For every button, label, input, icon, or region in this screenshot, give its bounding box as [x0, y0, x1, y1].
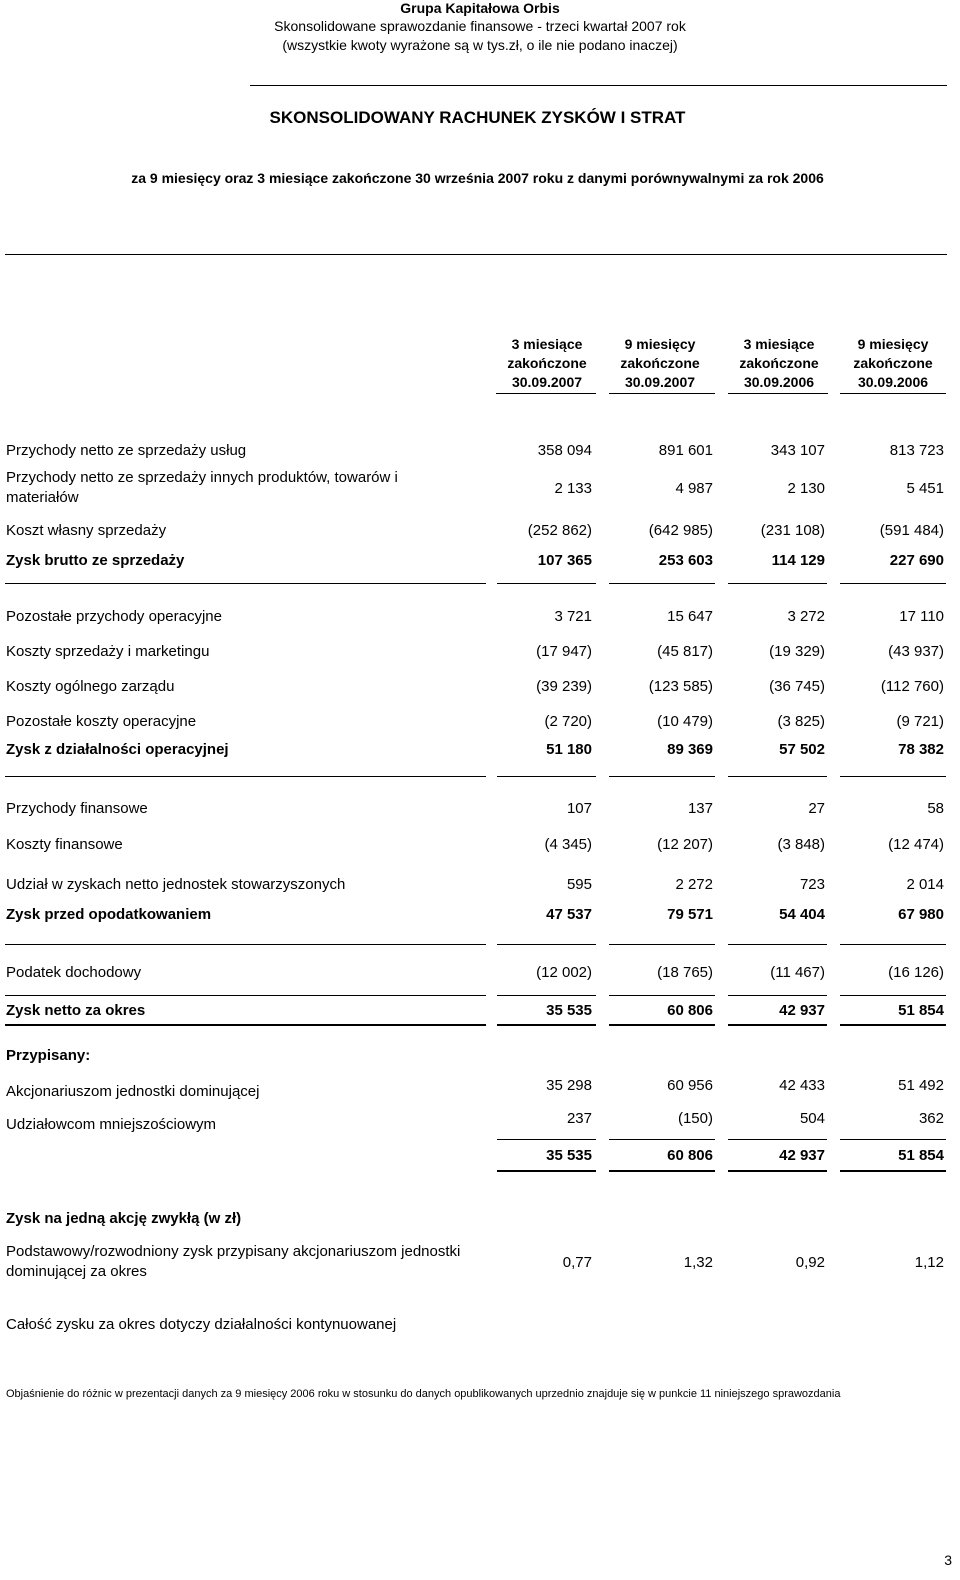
- row-value: 42 937: [779, 1147, 825, 1164]
- row-value: 595: [566, 876, 592, 893]
- row-value: 60 956: [667, 1077, 713, 1094]
- row-value: (18 765): [657, 964, 713, 981]
- row-value: 51 854: [898, 1002, 944, 1019]
- row-value: (3 825): [777, 713, 825, 730]
- section-heading: Przypisany:: [6, 1047, 91, 1064]
- section-rule: [5, 1024, 486, 1026]
- row-value: (39 239): [536, 678, 592, 695]
- row-value: 47 537: [546, 906, 592, 923]
- row-value: (9 721): [896, 713, 944, 730]
- footnote: Objaśnienie do różnic w prezentacji danych za 9 miesięcy 2006 roku w stosunku do danych opublikowanych uprzednio znajduje się w punkcie 11 niniejszego sprawozdania: [6, 1388, 841, 1400]
- row-value: 4 987: [675, 480, 713, 497]
- section-rule: [840, 1170, 946, 1172]
- row-value: 237: [566, 1110, 592, 1127]
- continuing-operations-note: Całość zysku za okres dotyczy działalności kontynuowanej: [6, 1316, 397, 1333]
- row-value: 67 980: [898, 906, 944, 923]
- section-rule: [609, 995, 715, 996]
- row-value: 57 502: [779, 741, 825, 758]
- row-value: 54 404: [779, 906, 825, 923]
- row-value: (16 126): [888, 964, 944, 981]
- row-value: 79 571: [667, 906, 713, 923]
- row-label: Zysk z działalności operacyjnej: [6, 741, 229, 758]
- row-value: 42 937: [779, 1002, 825, 1019]
- section-rule: [497, 944, 596, 945]
- row-value: 5 451: [906, 480, 944, 497]
- column-header: 3 miesiące zakończone 30.09.2006: [739, 336, 819, 390]
- section-rule: [840, 1024, 946, 1026]
- row-value: 60 806: [667, 1147, 713, 1164]
- row-value: 2 133: [554, 480, 592, 497]
- statement-title: SKONSOLIDOWANY RACHUNEK ZYSKÓW I STRAT: [269, 108, 686, 127]
- section-rule: [728, 1170, 827, 1172]
- section-heading: Zysk na jedną akcję zwykłą (w zł): [6, 1210, 242, 1227]
- row-value: 0,77: [562, 1254, 592, 1271]
- row-value: 1,12: [914, 1254, 944, 1271]
- section-rule: [840, 776, 946, 777]
- row-value: 137: [687, 800, 713, 817]
- row-value: 0,92: [795, 1254, 825, 1271]
- row-value: 1,32: [683, 1254, 713, 1271]
- row-value: 15 647: [667, 608, 713, 625]
- row-value: 107 365: [537, 552, 592, 569]
- row-value: (12 474): [888, 836, 944, 853]
- row-value: 891 601: [658, 442, 713, 459]
- row-label: Koszty ogólnego zarządu: [6, 678, 175, 695]
- row-value: (19 329): [769, 643, 825, 660]
- section-rule: [497, 1170, 596, 1172]
- header-rule: [250, 85, 947, 86]
- section-rule: [840, 944, 946, 945]
- section-rule: [497, 776, 596, 777]
- row-value: (150): [677, 1110, 713, 1127]
- row-value: (12 207): [657, 836, 713, 853]
- section-rule: [728, 1139, 827, 1140]
- row-value: 3 721: [554, 608, 592, 625]
- row-label: Koszty finansowe: [6, 836, 123, 853]
- row-label: Przychody netto ze sprzedaży usług: [6, 442, 247, 459]
- row-value: 89 369: [667, 741, 713, 758]
- row-value: 35 535: [546, 1002, 592, 1019]
- row-value: (12 002): [536, 964, 592, 981]
- page-number: 3: [944, 1552, 952, 1568]
- row-value: 58: [927, 800, 944, 817]
- section-rule: [5, 995, 486, 996]
- column-header-rule: [840, 393, 946, 394]
- row-value: 51 180: [546, 741, 592, 758]
- row-value: (10 479): [657, 713, 713, 730]
- section-rule: [840, 583, 946, 584]
- row-value: 343 107: [770, 442, 825, 459]
- row-value: (4 345): [544, 836, 592, 853]
- report-title: Skonsolidowane sprawozdanie finansowe - trzeci kwartał 2007 rok: [274, 18, 686, 34]
- row-label: Koszty sprzedaży i marketingu: [6, 643, 210, 660]
- section-rule: [728, 1024, 827, 1026]
- row-value: (3 848): [777, 836, 825, 853]
- section-rule: [497, 995, 596, 996]
- row-value: 51 854: [898, 1147, 944, 1164]
- row-label: Podatek dochodowy: [6, 964, 142, 981]
- row-value: (2 720): [544, 713, 592, 730]
- row-value: 35 535: [546, 1147, 592, 1164]
- row-value: 504: [799, 1110, 825, 1127]
- row-value: (231 108): [760, 522, 825, 539]
- row-value: (17 947): [536, 643, 592, 660]
- row-value: 2 130: [787, 480, 825, 497]
- row-value: (11 467): [770, 964, 825, 981]
- row-value: 42 433: [779, 1077, 825, 1094]
- column-header-rule: [609, 393, 715, 394]
- row-value: 27: [808, 800, 825, 817]
- section-rule: [497, 1139, 596, 1140]
- row-value: (45 817): [657, 643, 713, 660]
- row-value: 358 094: [537, 442, 592, 459]
- row-value: 2 014: [906, 876, 944, 893]
- row-label: Zysk brutto ze sprzedaży: [6, 552, 185, 569]
- section-rule: [497, 583, 596, 584]
- row-label: Podstawowy/rozwodniony zysk przypisany akcjonariuszom jednostki dominującej za okres: [6, 1243, 461, 1280]
- row-value: 51 492: [898, 1077, 944, 1094]
- section-rule: [609, 1139, 715, 1140]
- section-rule: [728, 583, 827, 584]
- row-value: (123 585): [648, 678, 713, 695]
- row-value: 813 723: [889, 442, 944, 459]
- column-header-rule: [728, 393, 828, 394]
- section-rule: [840, 995, 946, 996]
- row-value: 2 272: [675, 876, 713, 893]
- column-header: 9 miesięcy zakończone 30.09.2006: [853, 336, 933, 390]
- section-rule: [5, 944, 486, 945]
- company-name: Grupa Kapitałowa Orbis: [400, 0, 560, 16]
- section-rule: [728, 995, 827, 996]
- section-rule: [497, 1024, 596, 1026]
- statement-subtitle: za 9 miesięcy oraz 3 miesiące zakończone 30 września 2007 roku z danymi porównywalnymi za rok 2006: [131, 170, 824, 186]
- row-label: Przychody netto ze sprzedaży innych produktów, towarów i materiałów: [6, 469, 398, 506]
- row-value: 362: [918, 1110, 944, 1127]
- row-label: Udziałowcom mniejszościowym: [6, 1116, 217, 1133]
- section-rule: [840, 1139, 946, 1140]
- section-rule: [728, 776, 827, 777]
- row-value: (591 484): [879, 522, 944, 539]
- row-value: 114 129: [771, 552, 825, 569]
- section-rule: [609, 776, 715, 777]
- section-rule: [5, 776, 486, 777]
- row-value: 723: [799, 876, 825, 893]
- section-rule: [609, 583, 715, 584]
- row-label: Zysk netto za okres: [6, 1002, 146, 1019]
- section-rule: [5, 583, 486, 584]
- row-value: 60 806: [667, 1002, 713, 1019]
- row-value: (36 745): [769, 678, 825, 695]
- row-value: 227 690: [889, 552, 944, 569]
- row-value: 17 110: [899, 608, 944, 625]
- row-value: (43 937): [888, 643, 944, 660]
- section-rule: [609, 944, 715, 945]
- row-label: Pozostałe przychody operacyjne: [6, 608, 222, 625]
- row-value: 35 298: [546, 1077, 592, 1094]
- column-header-rule: [496, 393, 596, 394]
- row-value: 253 603: [658, 552, 713, 569]
- row-value: 3 272: [787, 608, 825, 625]
- row-label: Pozostałe koszty operacyjne: [6, 713, 197, 730]
- column-header: 9 miesięcy zakończone 30.09.2007: [620, 336, 700, 390]
- row-label: Udział w zyskach netto jednostek stowarzyszonych: [6, 876, 346, 893]
- units-note: (wszystkie kwoty wyrażone są w tys.zł, o ile nie podano inaczej): [282, 37, 678, 53]
- row-value: 107: [566, 800, 592, 817]
- section-rule: [728, 944, 827, 945]
- row-value: (642 985): [648, 522, 713, 539]
- subtitle-rule: [5, 254, 947, 255]
- row-value: (112 760): [880, 678, 944, 695]
- row-label: Akcjonariuszom jednostki dominującej: [6, 1083, 260, 1100]
- section-rule: [609, 1024, 715, 1026]
- row-value: 78 382: [898, 741, 944, 758]
- row-label: Przychody finansowe: [6, 800, 148, 817]
- row-value: (252 862): [527, 522, 592, 539]
- row-label: Zysk przed opodatkowaniem: [6, 906, 212, 923]
- row-label: Koszt własny sprzedaży: [6, 522, 167, 539]
- section-rule: [609, 1170, 715, 1172]
- column-header: 3 miesiące zakończone 30.09.2007: [507, 336, 587, 390]
